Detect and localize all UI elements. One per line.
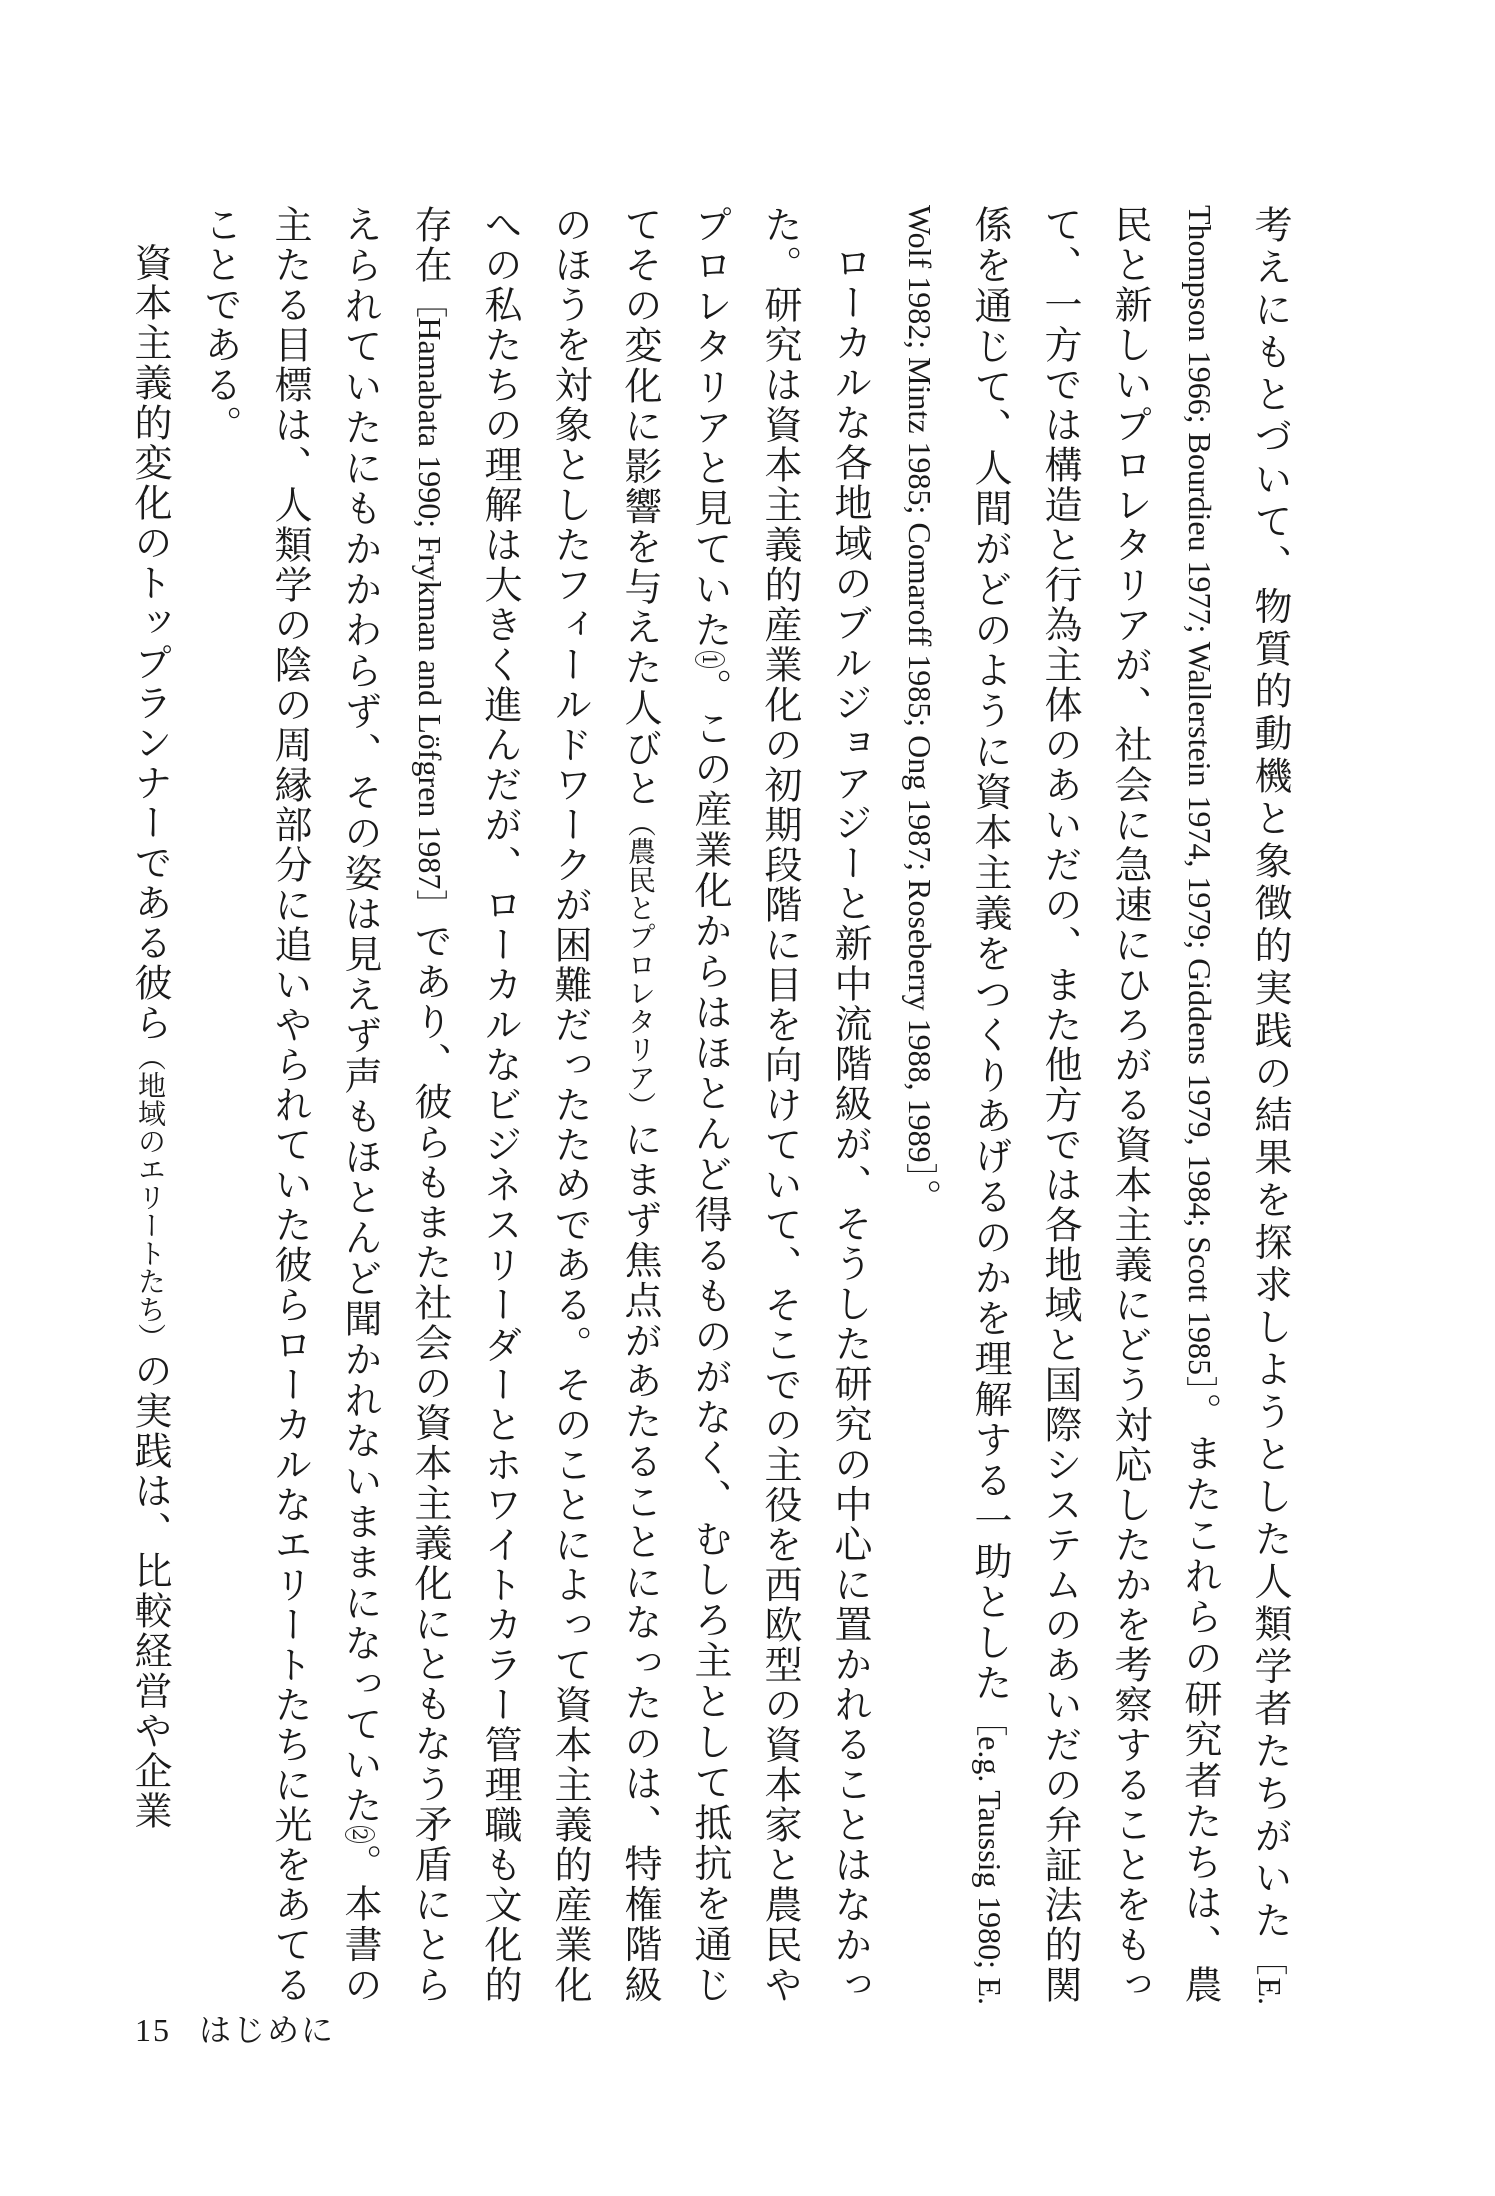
- paragraph-1-sentence-2: 。またこれらの研究者たちは、農民と新しいプロレタリアが、社会に急速にひろがる資本主義にどう対応したかを考察することをもって、一方では構造と行為主体のあいだの、また他方では各地域と国際システムのあいだの弁証法的関係を通じて、人間がどのように資本主義をつくりあげるのかを理解する一助とした: [968, 205, 1222, 2006]
- paragraph-1: [885, 205, 1305, 2005]
- note-marker-2: 2: [345, 1826, 375, 1843]
- citation-1: ［E. Thompson 1966; Bourdieu 1977; Wallerstein 1974, 1979; Giddens 1979, 1984; Scott 1985］: [1182, 205, 1288, 2006]
- citation-2: ［e.g. Taussig 1980; E. Wolf 1982; Mintz 1985; Comaroff 1985; Ong 1987; Roseberry 1988, 1989］: [902, 205, 1008, 2006]
- citation-3: ［Hamabata 1990; Frykman and Löfgren 1987］: [412, 285, 448, 922]
- body-text: [128, 205, 1305, 2006]
- paragraph-2-sentence-2: 。この産業化からはほとんど得るものがなく、むしろ主として抵抗を通じてその変化に影響を与えた人びと: [618, 205, 732, 2006]
- paragraph-2-sentence-1: ローカルな各地域のブルジョアジーと新中流階級が、そうした研究の中心に置かれることはなかった。研究は資本主義的産業化の初期段階に目を向けていて、そこでの主役を西欧型の資本家と農民やプロレタリアと見ていた: [688, 205, 872, 2005]
- parenthetical-2: （地域のエリートたち）: [134, 1043, 167, 1351]
- paragraph-3-sentence-1: 資本主義的変化のトップランナーである彼ら: [128, 243, 172, 1043]
- paragraph-1-sentence-1: 考えにもとづいて、物質的動機と象徴的実践の結果を探求しようとした人類学者たちがいた: [1248, 205, 1292, 1944]
- paragraph-3-sentence-2: の実践は、比較経営や企業: [128, 1351, 172, 1831]
- running-head: はじめに: [199, 2011, 336, 2049]
- paragraph-2: [185, 205, 885, 2005]
- paragraph-1-sentence-3: 。: [898, 1178, 942, 1219]
- page-footer: [135, 2005, 335, 2051]
- paragraph-2-sentence-5: 。本書の主たる目標は、人類学の陰の周縁部分に追いやられていた彼らローカルなエリートたちに光をあてることである。: [198, 205, 382, 2006]
- note-marker-1: 1: [695, 651, 725, 668]
- paragraph-2-sentence-4: であり、彼らもまた社会の資本主義化にともなう矛盾にとらえられていたにもかかわらず、その姿は見えず声もほとんど聞かれないままになっていた: [338, 205, 452, 2006]
- paragraph-2-sentence-3: にまず焦点があたることになったのは、特権階級のほうを対象としたフィールドワークが困難だったためである。そのことによって資本主義的産業化への私たちの理解は大きく進んだが、ローカルなビジネスリーダーとホワイトカラー管理職も文化的存在: [408, 205, 662, 2006]
- parenthetical-1: （農民とプロレタリア）: [624, 808, 657, 1120]
- paragraph-3: [115, 205, 185, 2005]
- page-number: 15: [135, 2012, 171, 2048]
